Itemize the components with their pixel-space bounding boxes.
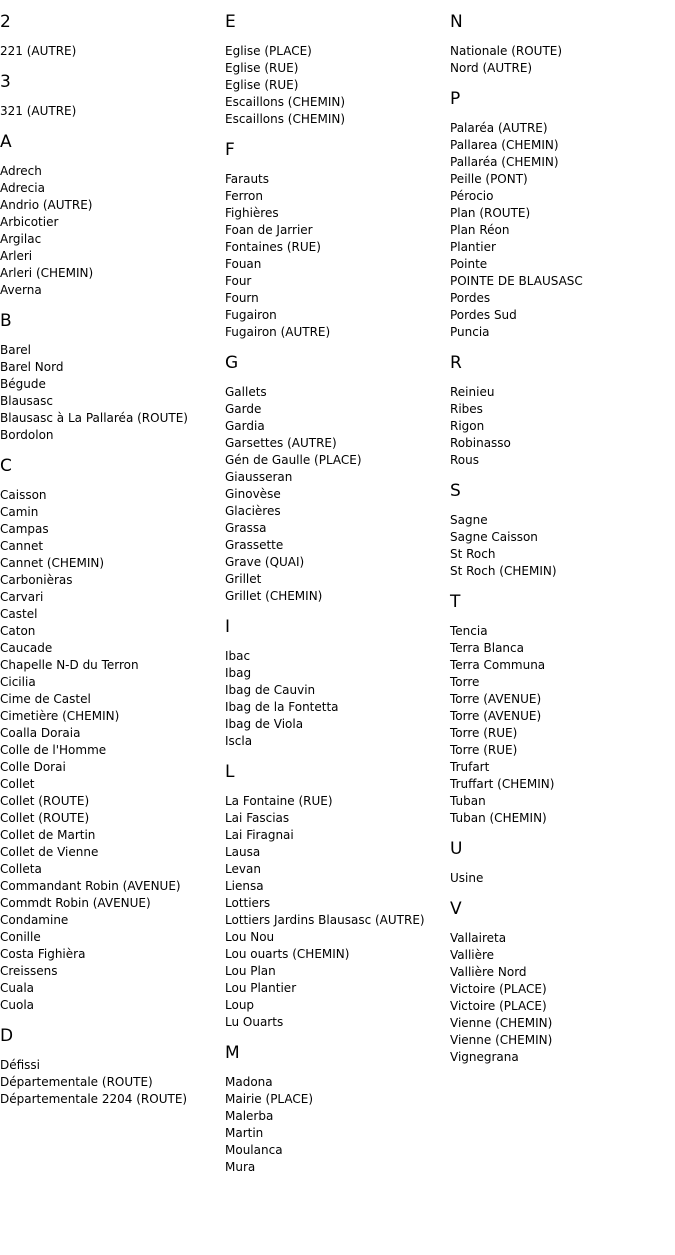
street-entry[interactable]: Collet [0, 777, 35, 791]
street-entry[interactable]: Iscla [225, 734, 253, 748]
street-entry[interactable]: Ferron [225, 189, 263, 203]
street-entry[interactable]: Condamine [0, 913, 69, 927]
street-entry[interactable]: Eglise (RUE) [225, 78, 299, 92]
letter-group [450, 87, 675, 341]
street-entry[interactable]: Rous [450, 453, 479, 467]
street-entry[interactable]: Andrio (AUTRE) [0, 198, 93, 212]
street-entry[interactable]: Ibag de Cauvin [225, 683, 316, 697]
street-entry[interactable]: Sagne Caisson [450, 530, 538, 544]
street-entry[interactable]: Fouan [225, 257, 262, 271]
letter-heading: S [450, 481, 461, 501]
street-entry[interactable]: Ribes [450, 402, 483, 416]
street-entry[interactable]: Trufart [450, 760, 490, 774]
letter-group [225, 760, 450, 1031]
letter-heading: M [225, 1043, 240, 1063]
letter-heading: L [225, 762, 235, 782]
letter-group [0, 309, 225, 444]
letter-group [0, 1024, 225, 1108]
street-entry[interactable]: Pointe [450, 257, 488, 271]
street-entry[interactable]: Colleta [0, 862, 42, 876]
street-entry[interactable]: Torre (AVENUE) [450, 709, 542, 723]
street-entry[interactable]: Victoire (PLACE) [450, 999, 547, 1013]
index-column-2 [225, 10, 450, 1186]
street-entry[interactable]: Caucade [0, 641, 53, 655]
street-entry[interactable]: Lou Plantier [225, 981, 297, 995]
letter-group [450, 897, 675, 1066]
street-entry[interactable]: Gardia [225, 419, 265, 433]
street-entry[interactable]: Défissi [0, 1058, 41, 1072]
street-entry[interactable]: Cuola [0, 998, 35, 1012]
street-entry[interactable]: Vienne (CHEMIN) [450, 1016, 553, 1030]
street-entry[interactable]: Départementale 2204 (ROUTE) [0, 1092, 188, 1106]
letter-heading: G [225, 353, 239, 373]
street-entry[interactable]: Torre (RUE) [450, 726, 518, 740]
street-entry[interactable]: Nationale (ROUTE) [450, 44, 563, 58]
street-entry[interactable]: Vallaireta [450, 931, 507, 945]
letter-heading: E [225, 12, 236, 32]
street-entry[interactable]: Vignegrana [450, 1050, 519, 1064]
street-entry[interactable]: Collet (ROUTE) [0, 811, 90, 825]
street-entry[interactable]: Grave (QUAI) [225, 555, 305, 569]
street-entry[interactable]: Blausasc [0, 394, 53, 408]
street-entry[interactable]: Moulanca [225, 1143, 283, 1157]
street-entry[interactable]: Tencia [450, 624, 488, 638]
street-entry[interactable]: Creissens [0, 964, 58, 978]
letter-group [225, 1041, 450, 1176]
street-entry[interactable]: Lu Ouarts [225, 1015, 284, 1029]
street-entry[interactable]: Ibag de Viola [225, 717, 304, 731]
street-entry[interactable]: Pallaréa (CHEMIN) [450, 155, 559, 169]
street-entry[interactable]: Garde [225, 402, 262, 416]
street-entry[interactable]: Escaillons (CHEMIN) [225, 95, 346, 109]
street-entry[interactable]: Sagne [450, 513, 488, 527]
letter-group [0, 70, 225, 120]
street-entry[interactable]: Lottiers Jardins Blausasc (AUTRE) [225, 913, 425, 927]
street-entry[interactable]: Liensa [225, 879, 264, 893]
street-entry[interactable]: Plan (ROUTE) [450, 206, 531, 220]
letter-heading: P [450, 89, 461, 109]
street-entry[interactable]: Victoire (PLACE) [450, 982, 547, 996]
street-entry[interactable]: Bordolon [0, 428, 54, 442]
street-entry[interactable]: Robinasso [450, 436, 511, 450]
street-entry[interactable]: Lai Firagnai [225, 828, 294, 842]
street-entry[interactable]: Plantier [450, 240, 496, 254]
street-entry[interactable]: Colle de l'Homme [0, 743, 107, 757]
street-entry[interactable]: St Roch (CHEMIN) [450, 564, 557, 578]
street-entry[interactable]: Collet (ROUTE) [0, 794, 90, 808]
street-entry[interactable]: Blausasc à La Pallaréa (ROUTE) [0, 411, 188, 425]
letter-heading: U [450, 839, 463, 859]
index-column-1 [0, 10, 225, 1118]
street-entry[interactable]: Gallets [225, 385, 267, 399]
street-entry[interactable]: Vallière [450, 948, 495, 962]
street-entry[interactable]: Grassa [225, 521, 267, 535]
street-entry[interactable]: Vienne (CHEMIN) [450, 1033, 553, 1047]
letter-group [0, 130, 225, 299]
street-entry[interactable]: Argilac [0, 232, 42, 246]
street-entry[interactable]: Vallière Nord [450, 965, 527, 979]
street-entry[interactable]: Adrecia [0, 181, 45, 195]
letter-group [225, 615, 450, 750]
letter-heading: B [0, 311, 12, 331]
street-entry[interactable]: Ibag de la Fontetta [225, 700, 339, 714]
letter-heading: D [0, 1026, 14, 1046]
street-entry[interactable]: Usine [450, 871, 484, 885]
street-entry[interactable]: Nord (AUTRE) [450, 61, 533, 75]
street-entry[interactable]: Colle Dorai [0, 760, 66, 774]
street-entry[interactable]: Martin [225, 1126, 264, 1140]
street-entry[interactable]: Garsettes (AUTRE) [225, 436, 337, 450]
street-entry[interactable]: Départementale (ROUTE) [0, 1075, 153, 1089]
street-entry[interactable]: Ginovèse [225, 487, 281, 501]
street-entry[interactable]: Commdt Robin (AVENUE) [0, 896, 151, 910]
street-entry[interactable]: Arleri [0, 249, 33, 263]
street-entry[interactable]: Arleri (CHEMIN) [0, 266, 94, 280]
street-entry[interactable]: Averna [0, 283, 42, 297]
street-entry[interactable]: Fugairon [225, 308, 277, 322]
letter-heading: N [450, 12, 463, 32]
street-entry[interactable]: Terra Communa [450, 658, 546, 672]
street-entry[interactable]: Adrech [0, 164, 42, 178]
street-entry[interactable]: Cicilia [0, 675, 36, 689]
street-entry[interactable]: Chapelle N-D du Terron [0, 658, 139, 672]
street-entry[interactable]: Tuban (CHEMIN) [450, 811, 547, 825]
street-entry[interactable]: Reinieu [450, 385, 495, 399]
street-entry[interactable]: Commandant Robin (AVENUE) [0, 879, 181, 893]
street-entry[interactable]: Pérocio [450, 189, 494, 203]
street-entry[interactable]: 221 (AUTRE) [0, 44, 77, 58]
street-entry[interactable]: Tuban [450, 794, 486, 808]
street-entry[interactable]: Lausa [225, 845, 261, 859]
street-entry[interactable]: La Fontaine (RUE) [225, 794, 333, 808]
street-entry[interactable]: Glacières [225, 504, 281, 518]
street-entry[interactable]: Lai Fascias [225, 811, 290, 825]
letter-group [450, 590, 675, 827]
street-entry[interactable]: POINTE DE BLAUSASC [450, 274, 583, 288]
letter-group [0, 454, 225, 1014]
street-entry[interactable]: Pordes [450, 291, 491, 305]
street-entry[interactable]: St Roch [450, 547, 496, 561]
street-entry[interactable]: Farauts [225, 172, 270, 186]
street-entry[interactable]: Palaréa (AUTRE) [450, 121, 548, 135]
street-entry[interactable]: Coalla Doraia [0, 726, 81, 740]
street-entry[interactable]: 321 (AUTRE) [0, 104, 77, 118]
letter-heading: A [0, 132, 12, 152]
street-entry[interactable]: Carbonièras [0, 573, 73, 587]
street-entry[interactable]: Malerba [225, 1109, 274, 1123]
street-entry[interactable]: Castel [0, 607, 38, 621]
street-entry[interactable]: Grillet (CHEMIN) [225, 589, 323, 603]
street-entry[interactable]: Cannet [0, 539, 44, 553]
letter-heading: R [450, 353, 462, 373]
letter-heading: F [225, 140, 235, 160]
letter-heading: I [225, 617, 231, 637]
street-entry[interactable]: Torre (AVENUE) [450, 692, 542, 706]
street-entry[interactable]: Gén de Gaulle (PLACE) [225, 453, 362, 467]
street-entry[interactable]: Eglise (RUE) [225, 61, 299, 75]
street-entry[interactable]: Ibag [225, 666, 252, 680]
letter-heading: 3 [0, 72, 11, 92]
street-entry[interactable]: Conille [0, 930, 41, 944]
street-entry[interactable]: Truffart (CHEMIN) [450, 777, 555, 791]
street-entry[interactable]: Madona [225, 1075, 273, 1089]
letter-group [450, 479, 675, 580]
letter-group [450, 351, 675, 469]
street-entry[interactable]: Torre (RUE) [450, 743, 518, 757]
letter-group [0, 10, 225, 60]
street-entry[interactable]: Lou ouarts (CHEMIN) [225, 947, 350, 961]
street-entry[interactable]: Cime de Castel [0, 692, 91, 706]
street-entry[interactable]: Pordes Sud [450, 308, 517, 322]
street-entry[interactable]: Eglise (PLACE) [225, 44, 312, 58]
street-entry[interactable]: Caisson [0, 488, 47, 502]
street-entry[interactable]: Lou Nou [225, 930, 275, 944]
letter-group [450, 837, 675, 887]
street-entry[interactable]: Barel Nord [0, 360, 64, 374]
street-entry[interactable]: Caton [0, 624, 36, 638]
letter-heading: V [450, 899, 462, 919]
street-entry[interactable]: Collet de Martin [0, 828, 96, 842]
letter-heading: T [450, 592, 461, 612]
street-entry[interactable]: Costa Fighièra [0, 947, 86, 961]
street-entry[interactable]: Cimetière (CHEMIN) [0, 709, 120, 723]
street-entry[interactable]: Carvari [0, 590, 44, 604]
street-entry[interactable]: Peille (PONT) [450, 172, 528, 186]
letter-group [450, 10, 675, 77]
street-entry[interactable]: Escaillons (CHEMIN) [225, 112, 346, 126]
street-entry[interactable]: Grillet [225, 572, 262, 586]
street-entry[interactable]: Lou Plan [225, 964, 276, 978]
street-entry[interactable]: Levan [225, 862, 261, 876]
street-entry[interactable]: Loup [225, 998, 255, 1012]
street-entry[interactable]: Arbicotier [0, 215, 59, 229]
street-entry[interactable]: Mura [225, 1160, 256, 1174]
letter-heading: 2 [0, 12, 11, 32]
street-entry[interactable]: Bégude [0, 377, 46, 391]
street-entry[interactable]: Fourn [225, 291, 259, 305]
letter-group [225, 138, 450, 341]
street-entry[interactable]: Fontaines (RUE) [225, 240, 321, 254]
street-entry[interactable]: Ibac [225, 649, 251, 663]
street-entry[interactable]: Lottiers [225, 896, 271, 910]
letter-group [225, 10, 450, 128]
street-entry[interactable]: Grassette [225, 538, 284, 552]
street-entry[interactable]: Rigon [450, 419, 485, 433]
street-entry[interactable]: Cuala [0, 981, 35, 995]
street-entry[interactable]: Camin [0, 505, 39, 519]
street-entry[interactable]: Collet de Vienne [0, 845, 99, 859]
street-entry[interactable]: Plan Réon [450, 223, 510, 237]
street-entry[interactable]: Four [225, 274, 252, 288]
street-entry[interactable]: Foan de Jarrier [225, 223, 313, 237]
street-entry[interactable]: Fighières [225, 206, 279, 220]
street-entry[interactable]: Terra Blanca [450, 641, 524, 655]
street-entry[interactable]: Torre [450, 675, 480, 689]
index-column-3 [450, 10, 675, 1076]
letter-group [225, 351, 450, 605]
street-entry[interactable]: Barel [0, 343, 31, 357]
street-entry[interactable]: Cannet (CHEMIN) [0, 556, 105, 570]
street-entry[interactable]: Campas [0, 522, 49, 536]
letter-heading: C [0, 456, 12, 476]
street-entry[interactable]: Puncia [450, 325, 490, 339]
street-entry[interactable]: Giausseran [225, 470, 293, 484]
street-entry[interactable]: Fugairon (AUTRE) [225, 325, 331, 339]
street-entry[interactable]: Pallarea (CHEMIN) [450, 138, 559, 152]
street-entry[interactable]: Mairie (PLACE) [225, 1092, 314, 1106]
